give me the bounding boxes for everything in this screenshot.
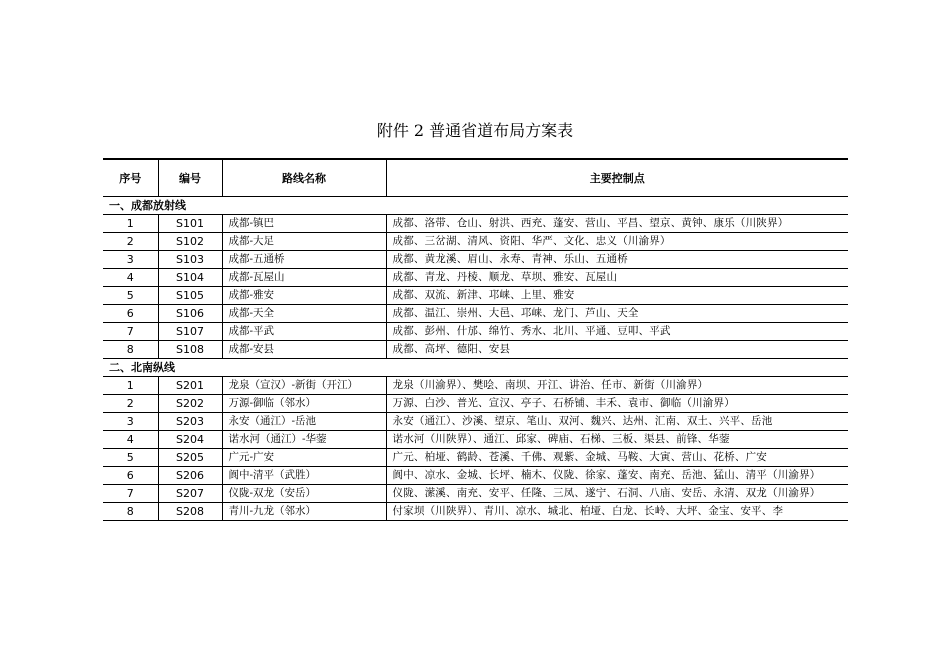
cell-control-points: 成都、青龙、丹棱、顺龙、草坝、雅安、瓦屋山: [386, 269, 848, 287]
header-control-points: 主要控制点: [386, 159, 848, 197]
table-row: [103, 233, 848, 251]
cell-control-points: 成都、温江、崇州、大邑、邛崃、龙门、芦山、天全: [386, 305, 848, 323]
cell-route-name: 阆中-清平（武胜）: [222, 467, 386, 485]
cell-code: S205: [158, 449, 222, 467]
cell-seq: 1: [103, 377, 158, 395]
cell-control-points: 万源、白沙、普光、宣汉、亭子、石桥铺、丰禾、袁市、御临（川渝界）: [386, 395, 848, 413]
header-seq: 序号: [103, 159, 158, 197]
table-row: [103, 467, 848, 485]
cell-code: S203: [158, 413, 222, 431]
document-title: 附件 2 普通省道布局方案表: [376, 121, 574, 140]
cell-seq: 1: [103, 215, 158, 233]
cell-route-name: 仪陇-双龙（安岳）: [222, 485, 386, 503]
cell-seq: 2: [103, 395, 158, 413]
cell-seq: 3: [103, 413, 158, 431]
table-row: [103, 215, 848, 233]
cell-seq: 5: [103, 449, 158, 467]
cell-control-points: 阆中、凉水、金城、长坪、楠木、仪陇、徐家、蓬安、南充、岳池、猛山、清平（川渝界）: [386, 467, 848, 485]
cell-seq: 7: [103, 323, 158, 341]
table-row: [103, 449, 848, 467]
cell-route-name: 青川-九龙（邻水）: [222, 503, 386, 521]
table-row: [103, 431, 848, 449]
cell-seq: 5: [103, 287, 158, 305]
table-row: [103, 251, 848, 269]
cell-route-name: 成都-雅安: [222, 287, 386, 305]
table-row: [103, 287, 848, 305]
cell-code: S201: [158, 377, 222, 395]
cell-seq: 2: [103, 233, 158, 251]
cell-route-name: 永安（通江）-岳池: [222, 413, 386, 431]
table-row: [103, 503, 848, 521]
cell-route-name: 万源-御临（邻水）: [222, 395, 386, 413]
cell-code: S202: [158, 395, 222, 413]
table-row: [103, 413, 848, 431]
table-row: [103, 395, 848, 413]
cell-code: S106: [158, 305, 222, 323]
cell-seq: 6: [103, 467, 158, 485]
cell-code: S101: [158, 215, 222, 233]
table-row: [103, 485, 848, 503]
table-row: [103, 341, 848, 359]
cell-seq: 6: [103, 305, 158, 323]
cell-code: S208: [158, 503, 222, 521]
cell-route-name: 成都-五通桥: [222, 251, 386, 269]
section-row: [103, 359, 848, 377]
section-label: 一、成都放射线: [103, 197, 848, 215]
cell-control-points: 成都、双流、新津、邛崃、上里、雅安: [386, 287, 848, 305]
cell-route-name: 成都-瓦屋山: [222, 269, 386, 287]
cell-control-points: 成都、黄龙溪、眉山、永寿、青神、乐山、五通桥: [386, 251, 848, 269]
cell-route-name: 诺水河（通江）-华蓥: [222, 431, 386, 449]
table-row: [103, 323, 848, 341]
cell-control-points: 成都、洛带、仓山、射洪、西充、蓬安、营山、平昌、望京、黄钟、康乐（川陕界）: [386, 215, 848, 233]
cell-control-points: 仪陇、潆溪、南充、安平、任隆、三凤、遂宁、石洞、八庙、安岳、永清、双龙（川渝界）: [386, 485, 848, 503]
cell-seq: 4: [103, 269, 158, 287]
section-row: [103, 197, 848, 215]
table-row: [103, 377, 848, 395]
cell-route-name: 成都-天全: [222, 305, 386, 323]
cell-code: S206: [158, 467, 222, 485]
cell-control-points: 成都、彭州、什邡、绵竹、秀水、北川、平通、豆叩、平武: [386, 323, 848, 341]
section-label: 二、北南纵线: [103, 359, 848, 377]
cell-route-name: 成都-安县: [222, 341, 386, 359]
header-route-name: 路线名称: [222, 159, 386, 197]
cell-route-name: 广元-广安: [222, 449, 386, 467]
cell-seq: 4: [103, 431, 158, 449]
cell-control-points: 付家坝（川陕界）、青川、凉水、城北、柏垭、白龙、长岭、大坪、金宝、安平、李: [386, 503, 848, 521]
provincial-road-table: [103, 158, 848, 521]
table-row: [103, 305, 848, 323]
cell-control-points: 成都、高坪、德阳、安县: [386, 341, 848, 359]
cell-control-points: 永安（通江）、沙溪、望京、笔山、双河、魏兴、达州、汇南、双土、兴平、岳池: [386, 413, 848, 431]
cell-route-name: 成都-镇巴: [222, 215, 386, 233]
cell-code: S107: [158, 323, 222, 341]
cell-code: S108: [158, 341, 222, 359]
cell-code: S102: [158, 233, 222, 251]
cell-code: S207: [158, 485, 222, 503]
cell-code: S104: [158, 269, 222, 287]
cell-route-name: 龙泉（宣汉）-新街（开江）: [222, 377, 386, 395]
cell-control-points: 成都、三岔湖、清风、资阳、华严、文化、忠义（川渝界）: [386, 233, 848, 251]
cell-control-points: 广元、柏垭、鹤龄、苍溪、千佛、观紫、金城、马鞍、大寅、营山、花桥、广安: [386, 449, 848, 467]
cell-seq: 8: [103, 503, 158, 521]
cell-code: S105: [158, 287, 222, 305]
cell-control-points: 诺水河（川陕界）、通江、邱家、碑庙、石梯、三板、渠县、前锋、华蓥: [386, 431, 848, 449]
header-code: 编号: [158, 159, 222, 197]
cell-seq: 7: [103, 485, 158, 503]
table-header-row: [103, 159, 848, 197]
cell-code: S103: [158, 251, 222, 269]
table-row: [103, 269, 848, 287]
table-body: [103, 197, 848, 521]
cell-code: S204: [158, 431, 222, 449]
cell-route-name: 成都-大足: [222, 233, 386, 251]
cell-control-points: 龙泉（川渝界）、樊哙、南坝、开江、讲治、任市、新街（川渝界）: [386, 377, 848, 395]
cell-seq: 8: [103, 341, 158, 359]
cell-route-name: 成都-平武: [222, 323, 386, 341]
cell-seq: 3: [103, 251, 158, 269]
